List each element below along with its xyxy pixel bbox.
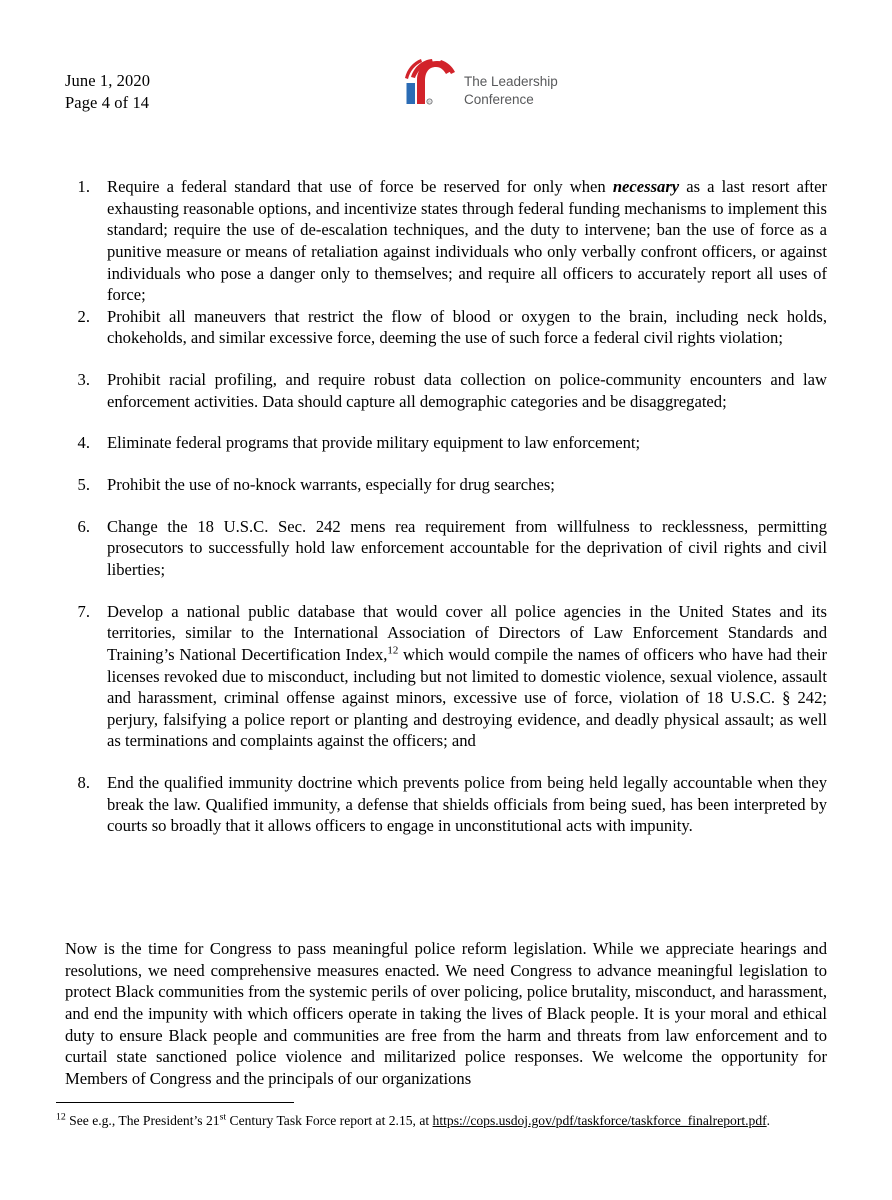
list-item-number: 4. — [77, 433, 90, 453]
list-item — [65, 516, 827, 581]
list-item-body: Prohibit all maneuvers that restrict the flow of blood or oxygen to the brain, including neck holds, chokeholds, and similar excessive force, deeming the use of such force a federal civil rights violation; — [107, 306, 827, 348]
list-item-number: 8. — [77, 773, 90, 793]
list-gap — [65, 454, 827, 474]
list-item-number: 7. — [77, 601, 90, 621]
list-item-text-segment: as a last resort after exhausting reasonable options, and incentivize states through federal funding mechanisms to implement this standard; require the use of de-escalation techniques, and the duty to intervene; ban the use of force as a punitive measure or means of retaliation against individuals who only verbally confront officers, or against individuals who pose a danger only to themselves; and require all officers to accurately report all uses of force; — [107, 177, 827, 305]
list-item — [65, 369, 827, 412]
footnote-url-link[interactable]: https://cops.usdoj.gov/pdf/taskforce/taskforce_finalreport.pdf — [432, 1113, 767, 1128]
leadership-conference-logo-icon — [403, 58, 455, 112]
list-item-number: 1. — [77, 177, 90, 196]
list-item — [65, 432, 827, 454]
list-item — [65, 601, 827, 752]
list-item-number: 5. — [77, 475, 90, 495]
organization-logo — [403, 58, 558, 112]
list-item — [65, 176, 827, 306]
logo-wordmark-line-1: The Leadership — [464, 74, 558, 90]
footnote-text-segment: See e.g., The President’s 21 — [65, 1113, 220, 1128]
list-item-number: 6. — [77, 516, 90, 536]
list-item-body: Prohibit racial profiling, and require robust data collection on police-community encounters and law enforcement activities. Data should capture all demographic categories and be disaggregated; — [107, 370, 827, 411]
list-item-number: 2. — [77, 306, 90, 326]
logo-wordmark — [464, 73, 558, 112]
list-item-body — [107, 176, 827, 306]
list-item — [65, 772, 827, 837]
list-item-body: End the qualified immunity doctrine which prevents police from being held legally accountable when they break the law. Qualified immunity, a defense that shields officials from being sued, has been interpreted by courts so broadly that it allows officers to engage in unconstitutional acts with impunity. — [107, 773, 827, 836]
list-gap — [65, 349, 827, 369]
footnote-number: 12 — [56, 1111, 66, 1123]
list-gap — [65, 412, 827, 432]
closing-paragraph: Now is the time for Congress to pass meaningful police reform legislation. While we appreciate hearings and resolutions, we need comprehensive measures enacted. We need Congress to advance meaningful legislation to protect Black communities from the systemic perils of over policing, police brutality, misconduct, and harassment, and end the impunity with which officers operate in taking the lives of Black people. It is your moral and ethical duty to ensure Black people and communities are free from the harm and threats from law enforcement and to curtail state sanctioned police violence and militarized police responses. We welcome the opportunity for Members of Congress and the principals of our organizations — [65, 939, 827, 1088]
list-item-body: Eliminate federal programs that provide military equipment to law enforcement; — [107, 433, 641, 453]
page-number-label: Page 4 of 14 — [65, 92, 150, 112]
ordinal-suffix: st — [219, 1111, 227, 1123]
document-date: June 1, 2020 — [65, 71, 151, 90]
footnote-separator-rule — [56, 1102, 294, 1103]
list-item-text-segment: which would compile the names of officers who have had their licenses revoked due to misconduct, including but not limited to domestic violence, sexual violence, assault and harassment, criminal offense against minors, excessive use of force, violation of 18 U.S.C. § 242; perjury, falsifying a police report or planting and destroying evidence, and deadly physical assault; as well as terminations and complaints against the officers; and — [107, 644, 827, 751]
emphasis-necessary: necessary — [612, 177, 680, 196]
footnote-area — [56, 1102, 836, 1131]
list-item — [65, 474, 827, 496]
list-gap — [65, 581, 827, 601]
policy-recommendations-list — [65, 176, 827, 837]
list-gap — [65, 752, 827, 772]
page-header — [0, 70, 892, 140]
svg-text:R: R — [428, 100, 431, 105]
logo-wordmark-line-2: Conference — [464, 91, 534, 107]
list-item-number: 3. — [77, 370, 90, 390]
list-item-body — [107, 601, 827, 752]
footnote-reference-marker: 12 — [387, 644, 399, 657]
footnote-text-segment: Century Task Force report at 2.15, at — [226, 1113, 433, 1128]
footnote-trailing-period: . — [766, 1113, 771, 1128]
list-item-body: Change the 18 U.S.C. Sec. 242 mens rea requirement from willfulness to recklessness, permitting prosecutors to successfully hold law enforcement accountable for the deprivation of civil rights and civil liberties; — [107, 516, 827, 579]
list-item — [65, 306, 827, 349]
list-gap — [65, 496, 827, 516]
list-item-text-segment: Develop a national public database that would cover all police agencies in the United States and its territories, similar to the International Association of Directors of Law Enforcement Standards and Training’s National Decertification Index, — [107, 601, 827, 664]
footnote-entry — [56, 1112, 836, 1131]
header-meta-block — [65, 70, 150, 114]
list-item-body: Prohibit the use of no-knock warrants, especially for drug searches; — [107, 475, 555, 495]
list-item-text-segment: Require a federal standard that use of force be reserved for only when — [107, 177, 613, 196]
